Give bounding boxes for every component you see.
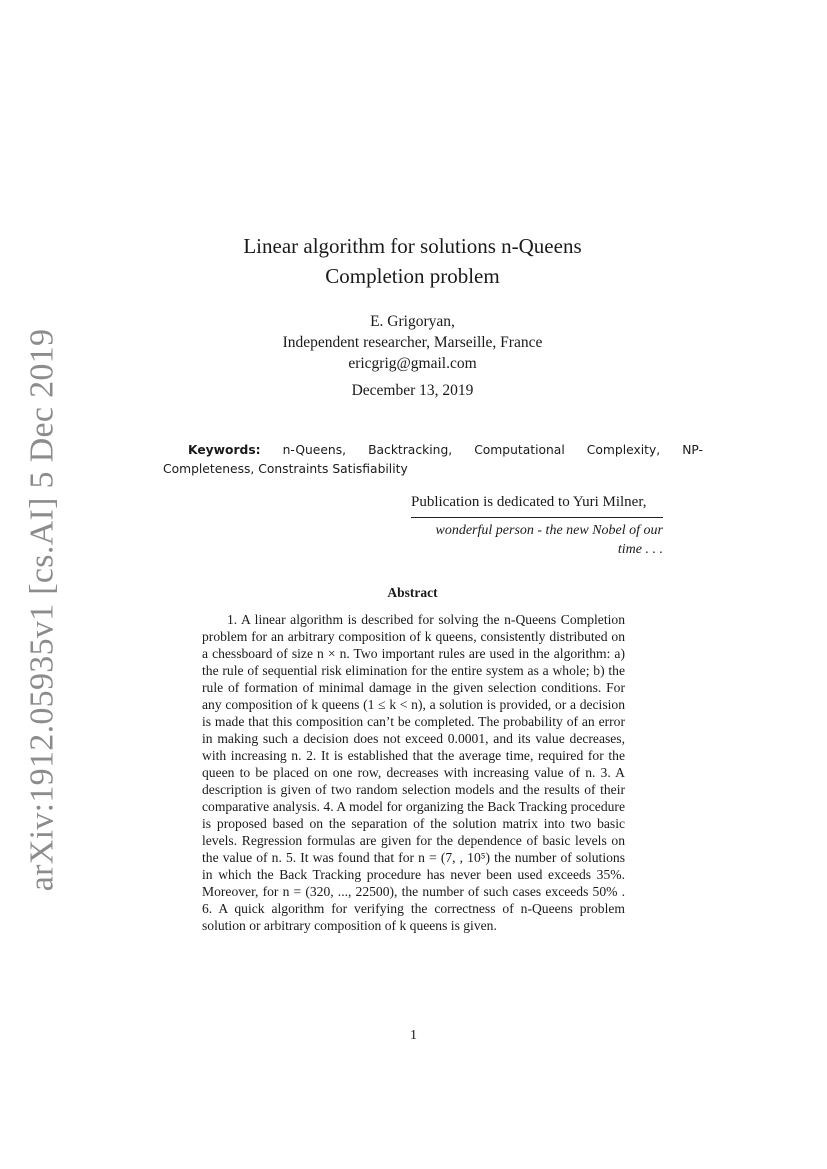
dedication-quote: wonderful person - the new Nobel of our time . . . [435,523,663,557]
arxiv-identifier-stamp [18,328,66,891]
author-name: E. Grigoryan, [370,313,455,330]
paper-title [160,231,665,291]
abstract-body: 1. A linear algorithm is described for solving the n-Queens Completion problem for an arbitrary composition of k queens, consistently distributed on a chessboard of size n × n. Two important rules are used in the algorithm: a) the rule of sequential risk elimination for the entire system as a whole; b) the rule of formation of minimal damage in the given selection conditions. For any composition of k queens (1 ≤ k < n), a solution is provided, or a decision is made that this composition can’t be completed. The probability of an error in making such a decision does not exceed 0.0001, and its value decreases, with increasing n. 2. It is established that the average time, required for the queen to be placed on one row, decreases with increasing value of n. 3. A description is given of two random selection models and the results of their comparative analysis. 4. A model for organizing the Back Tracking procedure is proposed based on the separation of the solution matrix into two basic levels. Regression formulas are given for the dependence of basic levels on the value of n. 5. It was found that for n = (7, , 10⁵) the number of solutions in which the Back Tracking procedure has never been used exceeds 35%. Moreover, for n = (320, ..., 22500), the number of such cases exceeds 50% . 6. A quick algorithm for verifying the correctness of n-Queens problem solution or arbitrary composition of k queens is given. [202,612,625,933]
dedication-block [411,492,663,559]
publication-date: December 13, 2019 [351,382,474,399]
keywords-block [163,441,703,479]
arxiv-identifier-text: arXiv:1912.05935v1 [cs.AI] 5 Dec 2019 [23,328,61,891]
author-affiliation: Independent researcher, Marseille, France [282,334,543,351]
author-email: ericgrig@gmail.com [348,355,477,372]
keywords-text: n-Queens, Backtracking, Computational Complexity, NP-Completeness, Constraints Satisfiability [163,443,703,476]
paper-title-line-2: Completion problem [325,264,500,288]
keywords-label: Keywords: [188,443,261,457]
paper-title-line-1: Linear algorithm for solutions n-Queens [243,234,582,258]
dedication-text: Publication is dedicated to Yuri Milner, [411,494,647,510]
page-number: 1 [410,1028,417,1043]
author-block [160,311,665,374]
dedication-rule [411,517,663,518]
abstract-heading: Abstract [387,585,438,600]
